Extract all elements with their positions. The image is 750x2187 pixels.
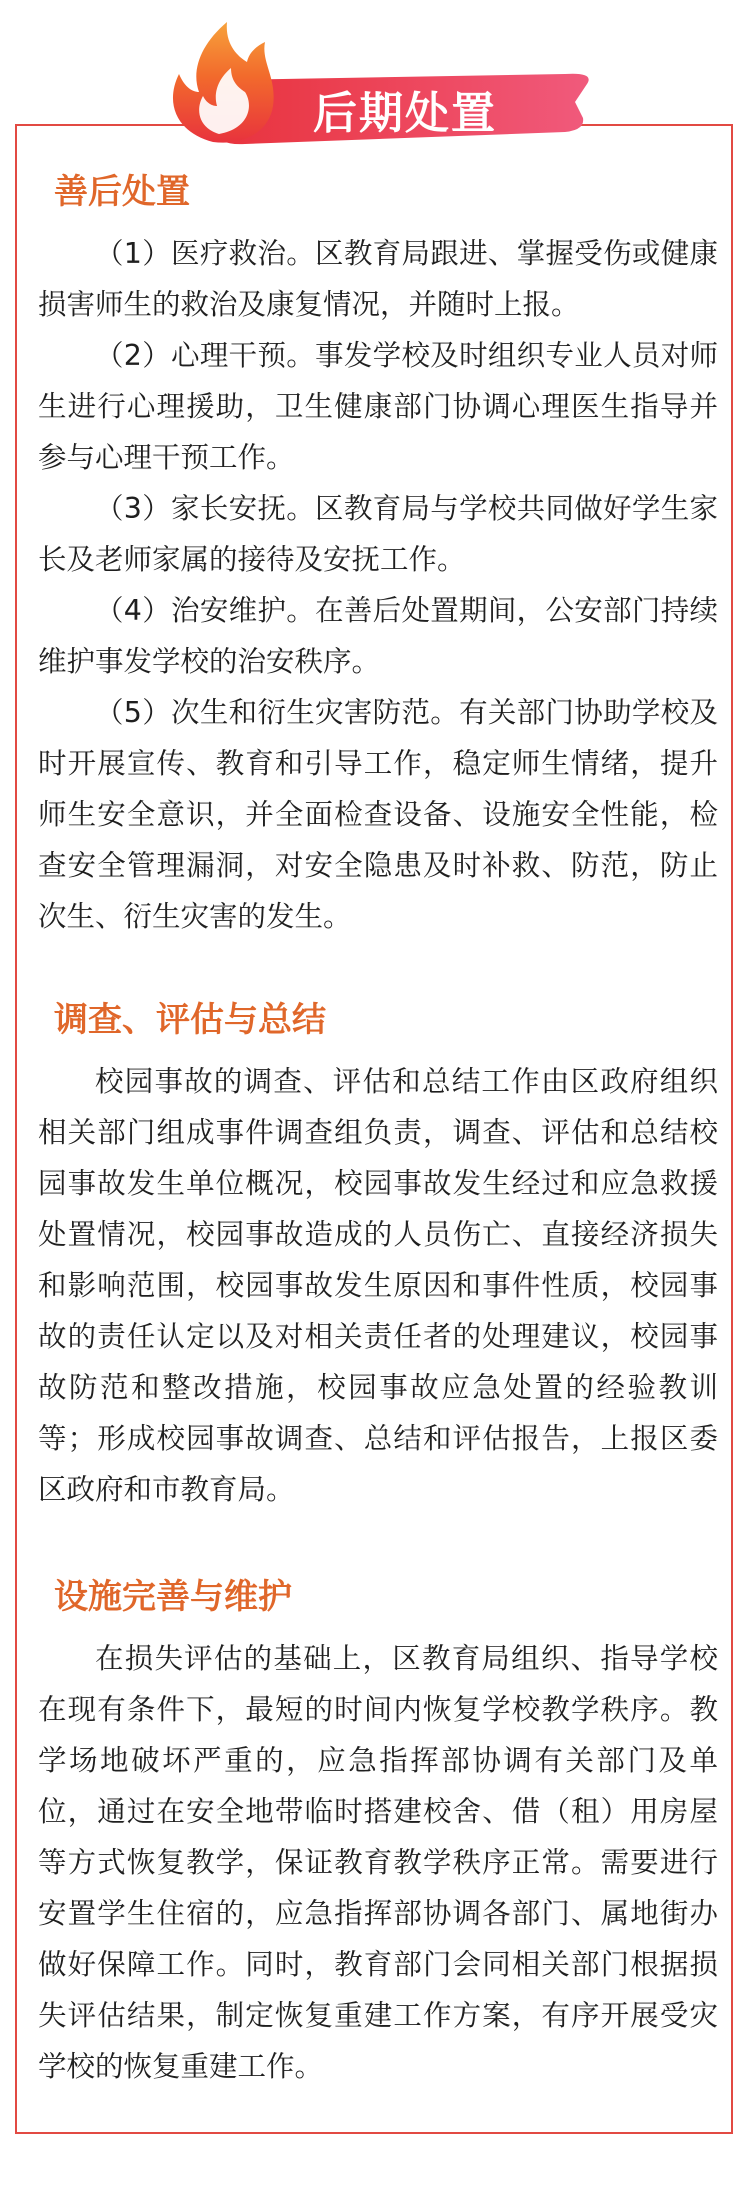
paragraph-psychological: （2）心理干预。事发学校及时组织专业人员对师生进行心理援助，卫生健康部门协调心理医生指导并参与心理干预工作。 (38, 339, 718, 474)
section-body (38, 1633, 718, 2092)
section-body (38, 1056, 718, 1515)
section-heading: 善后处置 (54, 172, 190, 212)
flame-icon (173, 22, 274, 143)
section-investigation (38, 998, 718, 1515)
paragraph-secondary-disaster: （5）次生和衍生灾害防范。有关部门协助学校及时开展宣传、教育和引导工作，稳定师生情绪，提升师生安全意识，并全面检查设备、设施安全性能，检查安全管理漏洞，对安全隐患及时补救、防范，防止次生、衍生灾害的发生。 (38, 696, 718, 933)
section-aftermath (38, 170, 718, 942)
paragraph-medical: （1）医疗救治。区教育局跟进、掌握受伤或健康损害师生的救治及康复情况，并随时上报。 (38, 237, 718, 321)
banner-title: 后期处置 (313, 88, 497, 139)
section-facilities (38, 1575, 718, 2092)
paragraph-investigation: 校园事故的调查、评估和总结工作由区政府组织相关部门组成事件调查组负责，调查、评估和总结校园事故发生单位概况，校园事故发生经过和应急救援处置情况，校园事故造成的人员伤亡、直接经济损失和影响范围，校园事故发生原因和事件性质，校园事故的责任认定以及对相关责任者的处理建议，校园事故防范和整改措施，校园事故应急处置的经验教训等；形成校园事故调查、总结和评估报告，上报区委区政府和市教育局。 (38, 1065, 718, 1506)
section-heading: 设施完善与维护 (54, 1577, 292, 1617)
section-banner (165, 22, 595, 152)
paragraph-security: （4）治安维护。在善后处置期间，公安部门持续维护事发学校的治安秩序。 (38, 594, 718, 678)
paragraph-parents: （3）家长安抚。区教育局与学校共同做好学生家长及老师家属的接待及安抚工作。 (38, 492, 718, 576)
section-heading: 调查、评估与总结 (54, 1000, 326, 1040)
section-body (38, 228, 718, 942)
paragraph-facilities: 在损失评估的基础上，区教育局组织、指导学校在现有条件下，最短的时间内恢复学校教学秩序。教学场地破坏严重的，应急指挥部协调有关部门及单位，通过在安全地带临时搭建校舍、借（租）用房屋等方式恢复教学，保证教育教学秩序正常。需要进行安置学生住宿的，应急指挥部协调各部门、属地街办做好保障工作。同时，教育部门会同相关部门根据损失评估结果，制定恢复重建工作方案，有序开展受灾学校的恢复重建工作。 (38, 1642, 718, 2083)
